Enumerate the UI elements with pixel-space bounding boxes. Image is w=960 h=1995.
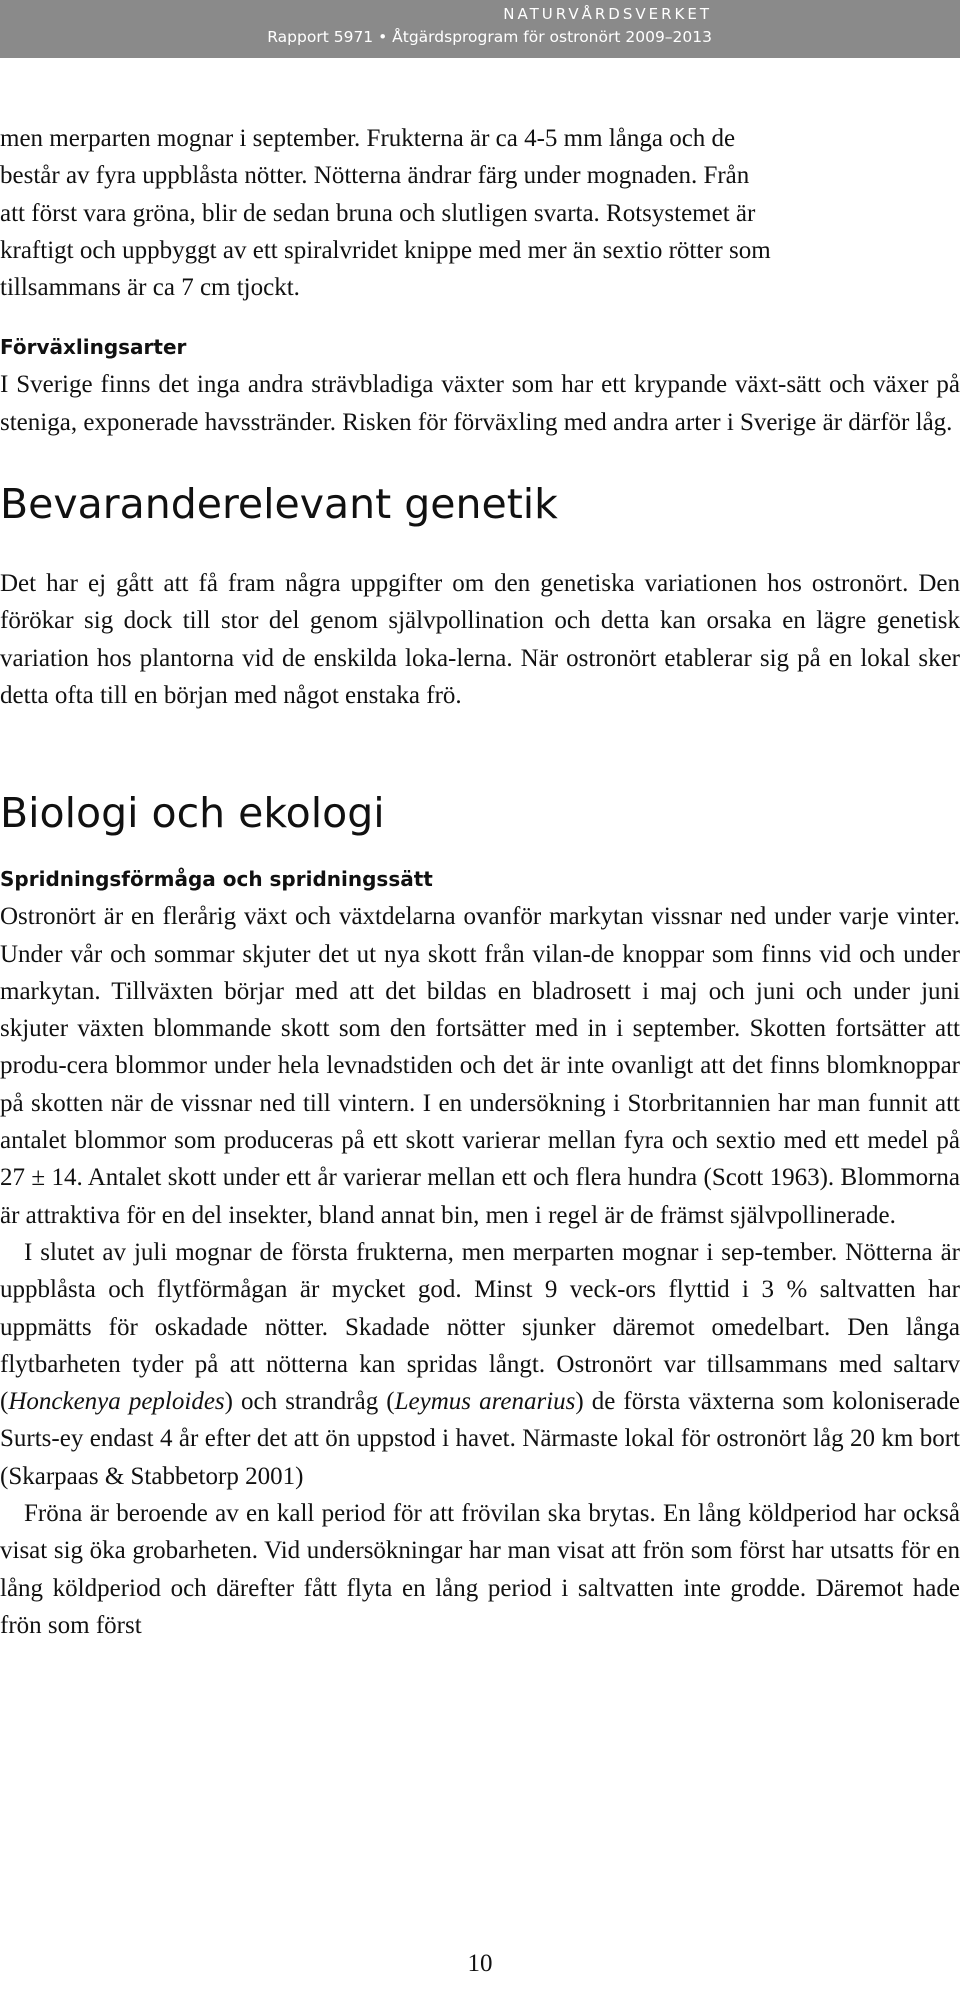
genetik-paragraph: Det har ej gått att få fram några uppgifter om den genetiska variationen hos ostronört. Den förökar sig dock till stor del genom självpollination och detta kan orsaka en lägre genetisk variation hos plantorna vid de enskilda loka-lerna. När ostronört etablerar sig på en lokal sker detta ofta till en början med något enstaka frö.	[0, 570, 960, 709]
biologi-paragraph-3: Fröna är beroende av en kall period för att frövilan ska brytas. En lång köldperiod har också visat sig öka grobarheten. Vid undersökningar har man visat att frön som först har utsatts för en lång köldperiod och därefter fått flyta en lång period i saltvatten inte grodde. Däremot hade frön som först	[0, 1500, 960, 1639]
intro-paragraph	[0, 120, 960, 306]
spridning-subheading: Spridningsförmåga och spridningssätt	[0, 867, 433, 892]
p2-text-a: I slutet av juli mognar de första frukterna, men merparten mognar i sep-tember. Nötterna är uppblåsta och flytförmågan är mycket god. Minst 9 veck-ors flyttid i 3 % saltvatten har uppmätts för oskadade nötter. Skadade nötter sjunker däremot omedelbart. Den långa flytbarheten tyder på att nötterna kan spridas långt. Ostronört var tillsammans med saltarv (	[0, 1238, 960, 1416]
intro-line: men merparten mognar i september. Frukterna är ca 4-5 mm långa och de	[0, 125, 736, 152]
species-name-honckenya: Honckenya peploides	[8, 1388, 225, 1416]
page-body	[0, 120, 960, 1644]
p2-text-e: ) de första växterna som koloniserade Surts-ey endast 4 år efter det att ön uppstod i havet. Närmaste lokal för ostronört låg 20 km bort (Skarpaas & Stabbetorp 2001)	[0, 1388, 960, 1490]
intro-line: tillsammans är ca 7 cm tjockt.	[0, 274, 300, 302]
intro-line: består av fyra uppblåsta nötter. Nötterna ändrar färg under mognaden. Från	[0, 162, 750, 190]
p2-text-c: ) och strandråg (	[224, 1388, 395, 1416]
report-title: Rapport 5971 • Åtgärdsprogram för ostronört 2009–2013	[267, 28, 712, 46]
intro-line: att först vara gröna, blir de sedan bruna och slutligen svarta. Rotsystemet är	[0, 199, 756, 227]
biologi-paragraph-2	[0, 1234, 960, 1495]
page-number: 10	[467, 1950, 493, 1977]
biologi-heading: Biologi och ekologi	[0, 789, 385, 838]
species-name-leymus: Leymus arenarius	[394, 1388, 576, 1416]
publisher-name: NATURVÅRDSVERKET	[503, 5, 712, 23]
report-header-bar	[0, 0, 960, 58]
forvaxling-heading: Förväxlingsarter	[0, 335, 187, 360]
biologi-paragraph-1: Ostronört är en flerårig växt och växtdelarna ovanför markytan vissnar ned under varje vinter. Under vår och sommar skjuter det ut nya skott från vilan-de knoppar som finns vid och under markytan. Tillväxten börjar med att det bildas en bladrosett i maj och juni och under juni skjuter växten blommande skott som den fortsätter med in i september. Skotten fortsätter att produ-cera blommor under hela levnadstiden och det är inte ovanligt att det finns blomknoppar på skotten när de vissnar ned till vintern. I en undersökning i Storbritannien har man funnit att antalet blommor som produceras på ett skott varierar mellan fyra och sextio med ett medel på 27 ± 14. Antalet skott under ett år varierar mellan ett och flera hundra (Scott 1963). Blommorna är attraktiva för en del insekter, bland annat bin, men i regel är de främst självpollinerade.	[0, 903, 960, 1229]
intro-line: kraftigt och uppbyggt av ett spiralvridet knippe med mer än sextio rötter som	[0, 236, 771, 264]
forvaxling-paragraph: I Sverige finns det inga andra strävbladiga växter som har ett krypande växt-sätt och växer på steniga, exponerade havsstränder. Risken för förväxling med andra arter i Sverige är därför låg.	[0, 371, 960, 436]
genetik-heading: Bevaranderelevant genetik	[0, 480, 558, 529]
